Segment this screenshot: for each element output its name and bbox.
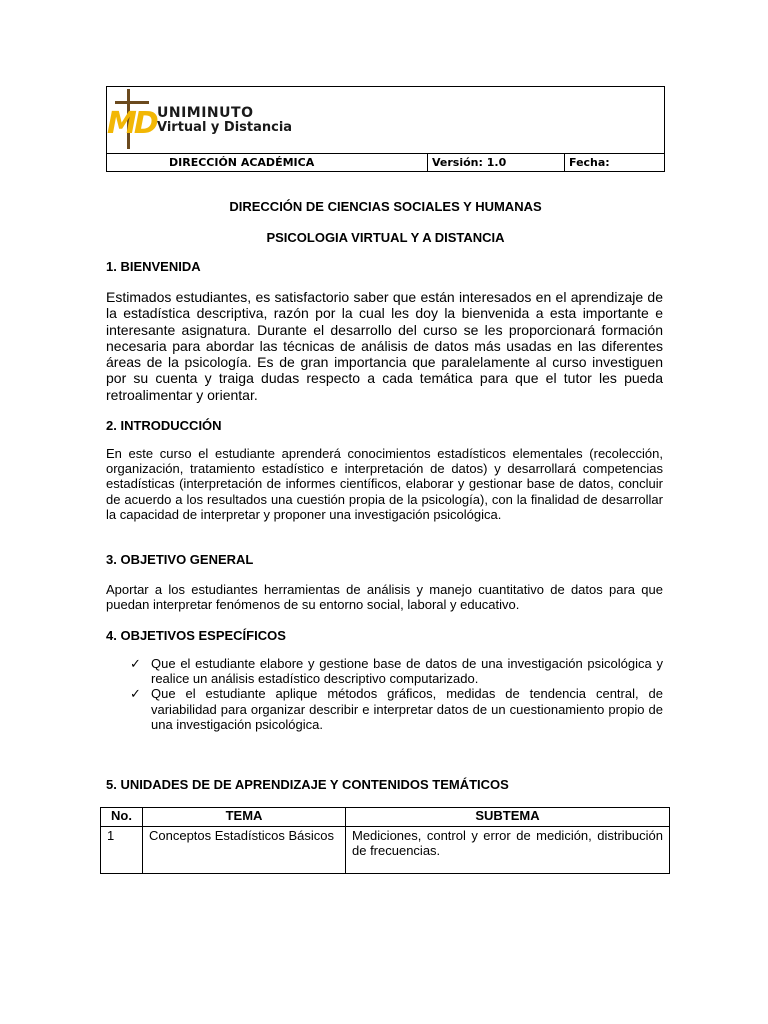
header-no: No. [101, 808, 143, 827]
cell-no: 1 [101, 827, 143, 874]
objective-text: Que el estudiante aplique métodos gráficos, medidas de tendencia central, de variabilidad para organizar describir e interpretar datos de un cuestionamiento propio de una investigación psicológica. [151, 686, 663, 732]
section-4-title: 4. OBJETIVOS ESPECÍFICOS [106, 628, 286, 643]
list-item [130, 686, 663, 732]
uniminuto-logo [107, 89, 297, 149]
section-1-title: 1. BIENVENIDA [106, 259, 201, 274]
document-header [106, 86, 665, 172]
header-version: Versión: 1.0 [428, 153, 565, 172]
objective-text: Que el estudiante elabore y gestione base de datos de una investigación psicológica y realice un análisis estadístico descriptivo computarizado. [151, 656, 663, 687]
check-icon: ✓ [130, 686, 141, 702]
section-2-title: 2. INTRODUCCIÓN [106, 418, 222, 433]
section-3-title: 3. OBJETIVO GENERAL [106, 552, 254, 567]
cell-subtema: Mediciones, control y error de medición, distribución de frecuencias. [346, 827, 670, 874]
section-2-text: En este curso el estudiante aprenderá conocimientos estadísticos elementales (recolección, organización, tratamiento estadístico e interpretación de datos) y desarrollará competencias estadísticas (interpretación de informes científicos, elaborar y gestionar base de datos, concluir de acuerdo a los resultados una cuestión propia de la psicología), con la finalidad de desarrollar la capacidad de interpretar y proponer una investigación psicológica. [106, 446, 663, 522]
logo-mark: MD [107, 106, 156, 141]
header-tema: TEMA [143, 808, 346, 827]
header-info-row [107, 153, 664, 172]
header-direccion: DIRECCIÓN ACADÉMICA [107, 153, 428, 172]
header-logo-area [107, 87, 664, 154]
table-header-row [101, 808, 670, 827]
list-item [130, 656, 663, 686]
objectives-list [130, 656, 663, 732]
title-direccion: DIRECCIÓN DE CIENCIAS SOCIALES Y HUMANAS [229, 199, 542, 214]
cell-tema: Conceptos Estadísticos Básicos [143, 827, 346, 874]
header-subtema: SUBTEMA [346, 808, 670, 827]
section-3-text: Aportar a los estudiantes herramientas de análisis y manejo cuantitativo de datos para que puedan interpretar fenómenos de su entorno social, laboral y educativo. [106, 582, 663, 613]
logo-line-2: Virtual y Distancia [157, 120, 293, 135]
units-table [100, 807, 670, 874]
section-1-text: Estimados estudiantes, es satisfactorio saber que están interesados en el aprendizaje de la estadística descriptiva, razón por la cual les doy la bienvenida a esta importante e interesante asignatura. Durante el desarrollo del curso se les proporcionará formación necesaria para abordar las técnicas de análisis de datos más usadas en las diferentes áreas de la psicología. Es de gran importancia que paralelamente al curso investiguen por su cuenta y traiga dudas respecto a cada temática para que el tutor les pueda retroalimentar y orientar. [106, 289, 663, 403]
header-fecha: Fecha: [569, 156, 610, 169]
title-programa: PSICOLOGIA VIRTUAL Y A DISTANCIA [266, 230, 505, 245]
table-row [101, 827, 670, 874]
check-icon: ✓ [130, 656, 141, 671]
logo-line-1: UNIMINUTO [157, 105, 254, 121]
section-5-title: 5. UNIDADES DE DE APRENDIZAJE Y CONTENIDOS TEMÁTICOS [106, 777, 509, 792]
